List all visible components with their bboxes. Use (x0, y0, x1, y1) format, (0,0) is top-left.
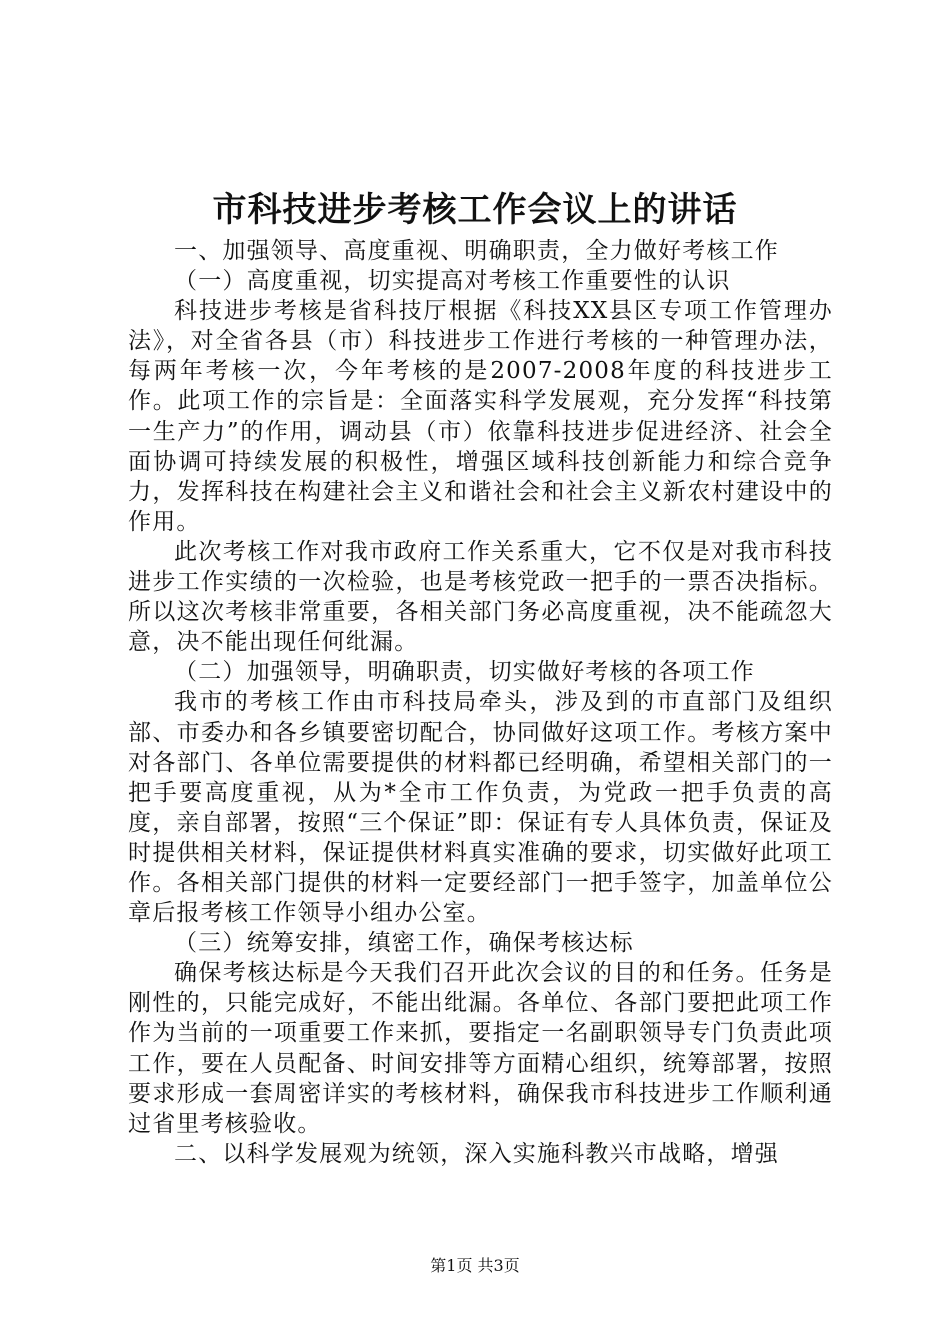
page-footer: 第1页 共3页 (430, 1256, 520, 1275)
section-heading-2: 二、以科学发展观为统领，深入实施科教兴市战略，增强 (174, 1140, 779, 1167)
body-paragraph: 此次考核工作对我市政府工作关系重大，它不仅是对我市科技进步工作实绩的一次检验，也是考核党政一把手的一票否决指标。所以这次考核非常重要，各相关部门务必高度重视，决不能疏忽大意，决不能出现任何纰漏。 (128, 538, 833, 656)
document-body (128, 236, 833, 1169)
document-title: 市科技进步考核工作会议上的讲话 (212, 190, 738, 230)
body-paragraph: 确保考核达标是今天我们召开此次会议的目的和任务。任务是刚性的，只能完成好，不能出纰漏。各单位、各部门要把此项工作作为当前的一项重要工作来抓，要指定一名副职领导专门负责此项工作，要在人员配备、时间安排等方面精心组织，统筹部署，按照要求形成一套周密详实的考核材料，确保我市科技进步工作顺利通过省里考核验收。 (128, 960, 833, 1137)
body-paragraph: 科技进步考核是省科技厅根据《科技XX县区专项工作管理办法》，对全省各县（市）科技进步工作进行考核的一种管理办法，每两年考核一次，今年考核的是2007-2008年度的科技进步工作。此项工作的宗旨是：全面落实科学发展观，充分发挥“科技第一生产力”的作用，调动县（市）依靠科技进步促进经济、社会全面协调可持续发展的积极性，增强区域科技创新能力和综合竞争力，发挥科技在构建社会主义和谐社会和社会主义新农村建设中的作用。 (128, 298, 833, 535)
subsection-heading-2: （二）加强领导，明确职责，切实做好考核的各项工作 (174, 659, 755, 686)
section-heading-1: 一、加强领导、高度重视、明确职责，全力做好考核工作 (174, 238, 779, 264)
body-paragraph: 我市的考核工作由市科技局牵头，涉及到的市直部门及组织部、市委办和各乡镇要密切配合，协同做好这项工作。考核方案中对各部门、各单位需要提供的材料都已经明确，希望相关部门的一把手要高度重视，从为*全市工作负责，为党政一把手负责的高度，亲自部署，按照“三个保证”即：保证有专人具体负责，保证及时提供相关材料，保证提供材料真实准确的要求，切实做好此项工作。各相关部门提供的材料一定要经部门一把手签字，加盖单位公章后报考核工作领导小组办公室。 (128, 689, 833, 927)
subsection-heading-1: （一）高度重视，切实提高对考核工作重要性的认识 (174, 268, 731, 295)
subsection-heading-3: （三）统筹安排，缜密工作，确保考核达标 (174, 930, 634, 957)
